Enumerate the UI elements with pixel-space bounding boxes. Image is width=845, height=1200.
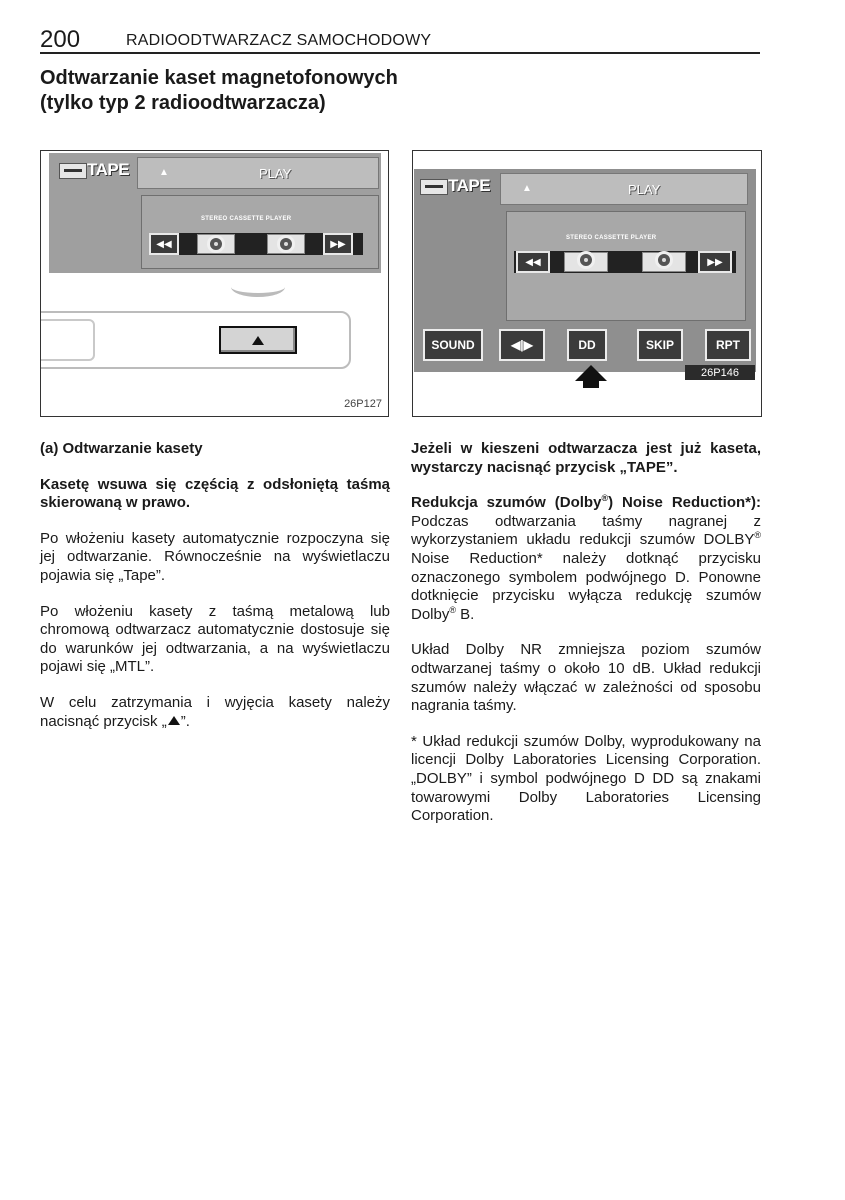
cassette-icon [59,163,87,179]
eject-icon [252,336,264,345]
bold-paragraph: Jeżeli w kieszeni odtwarzacza jest już kaseta, wystarczy nacisnąć przycisk „TAPE”. [411,440,761,476]
left-reel-icon [577,251,595,269]
right-reel-icon [277,235,295,253]
figure-tape-dolby [412,150,762,417]
paragraph: Po włożeniu kasety automatycznie rozpoczyna się jej odtwarzanie. Równocześnie na wyświetlaczu pojawia się „Tape”. [40,529,390,584]
text-span: ) Noise Reduction*): [608,494,761,512]
right-column [411,440,761,843]
slot-arc [231,277,285,297]
page-header [40,28,760,54]
figure-code: 26P127 [344,398,382,410]
subsection-heading: (a) Odtwarzanie kasety [40,440,203,457]
dolby-button[interactable]: DD [567,329,607,361]
pointer-arrow-stem [583,380,599,388]
sound-button[interactable]: SOUND [423,329,483,361]
cassette-icon [420,179,448,195]
tape-label: TAPE [448,176,491,195]
figure-code: 26P146 [685,365,755,380]
up-arrow-icon: ▲ [159,167,169,178]
instruction-text: Kasetę wsuwa się częścią z odsłoniętą taśmą skierowaną w prawo. [40,475,390,512]
stereo-label: STEREO CASSETTE PLAYER [201,216,292,222]
registered-mark: ® [754,530,761,541]
registered-mark: ® [449,604,456,615]
section-title: RADIOODTWARZACZ SAMOCHODOWY [126,32,432,49]
left-column [40,440,390,748]
fast-forward-button[interactable]: ▶▶ [323,233,353,255]
paragraph [40,694,390,731]
skip-button[interactable]: SKIP [637,329,683,361]
text-span: Podczas odtwarzania taśmy nagranej z wykorzystaniem układu redukcji szumów DOLBY [411,512,761,549]
tape-label: TAPE [87,160,130,179]
eject-button[interactable] [219,326,297,354]
text-span: B. [456,605,475,623]
play-status-bar [137,157,379,189]
fast-forward-button[interactable]: ▶▶ [698,251,732,273]
play-label: PLAY [259,166,292,181]
right-reel-icon [655,251,673,269]
page-number: 200 [40,26,81,53]
pointer-arrow-icon [575,365,607,381]
rewind-button[interactable]: ◀◀ [516,251,550,273]
text-span: W celu zatrzymania i wyjęcia kasety należy nacisnąć przycisk „ [40,693,390,730]
rewind-button[interactable]: ◀◀ [149,233,179,255]
dolby-heading [411,494,761,511]
left-reel-icon [207,235,225,253]
cassette-slot-inner [40,319,95,361]
paragraph: Po włożeniu kasety z taśmą metalową lub chromową odtwarzacz automatycznie dostosuje się do warunków jej odtwarzania, a na wyświetlaczu pojawi się „MTL”. [40,602,390,676]
footnote: * Układ redukcji szumów Dolby, wyprodukowany na licencji Dolby Laboratories Licensing Corporation. „DOLBY” i symbol podwójnego D DD są znakami towarowymi Dolby Laboratories Licensing Corporation. [411,732,761,825]
rpt-button[interactable]: RPT [705,329,751,361]
play-label: PLAY [628,182,661,197]
up-arrow-icon: ▲ [522,183,532,194]
balance-button[interactable]: ◀|▶ [499,329,545,361]
text-span: Noise Reduction* należy dotknąć przycisku oznaczonego symbolem podwójnego D. Ponowne dotknięcie przycisku wyłącza redukcję szumów Dolby [411,549,761,623]
paragraph: Układ Dolby NR zmniejsza poziom szumów odtwarzanej taśmy o około 10 dB. Układ redukcji szumów należy włączać w zależności od sposobu nagrania taśmy. [411,641,761,715]
stereo-label: STEREO CASSETTE PLAYER [566,235,657,241]
text-span: Redukcja szumów (Dolby [411,494,602,512]
play-status-bar [500,173,748,205]
display-screen [49,153,381,273]
cassette-panel [141,195,379,269]
text-span: ”. [180,712,190,730]
dolby-paragraph [411,494,761,624]
eject-icon [168,716,180,725]
registered-mark: ® [601,493,609,504]
page-title: Odtwarzanie kaset magnetofonowych (tylko typ 2 radioodtwarzacza) [40,67,398,114]
figure-tape-insert [40,150,389,417]
